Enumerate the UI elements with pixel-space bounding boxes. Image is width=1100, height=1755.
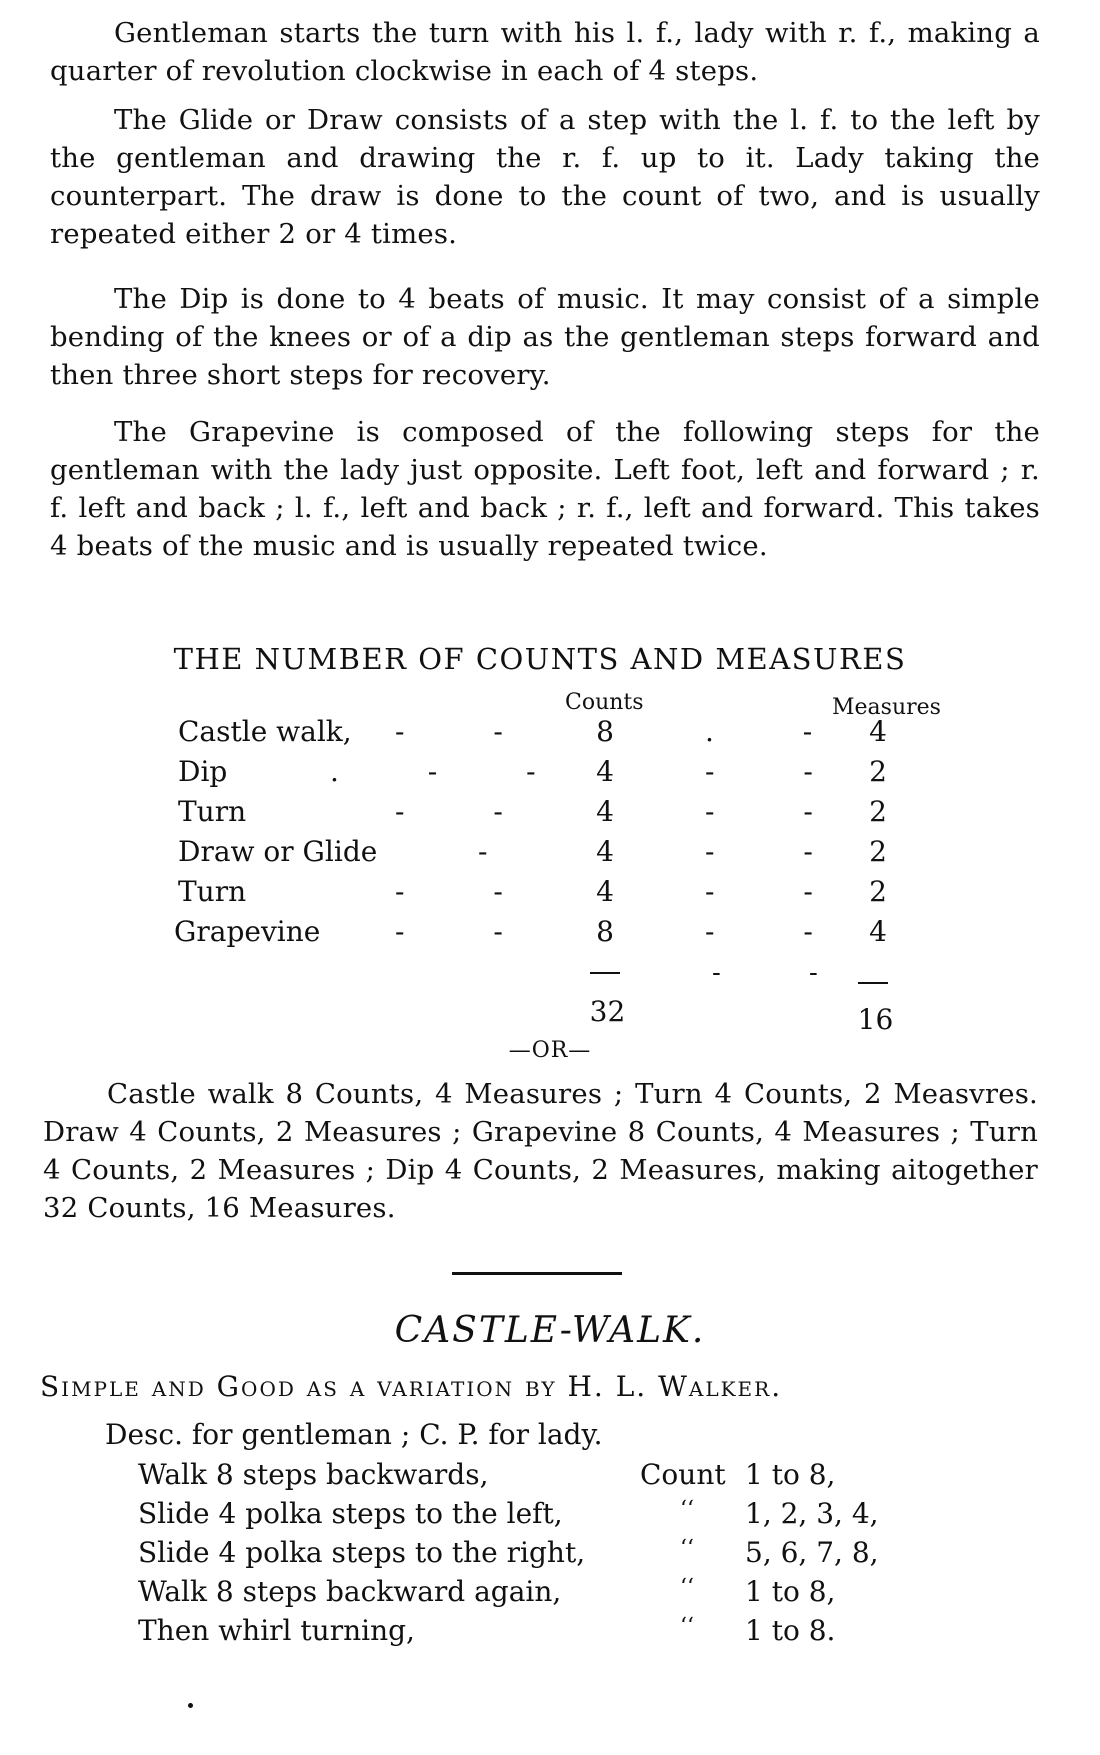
measures-value: 2	[869, 795, 887, 828]
grapevine-paragraph: The Grapevine is composed of the following steps for the gentleman with the lady just opposite. Left foot, left and forward ; r. f. left and back ; l. f., left and back ; r. f., left and forward. This takes 4 beats of the music and is usually repeated twice.	[50, 416, 1040, 562]
table-row	[0, 835, 1100, 875]
measures-value: 4	[869, 915, 887, 948]
count-value: 1 to 8.	[745, 1614, 836, 1647]
table-row	[0, 715, 1100, 755]
ditto-mark: ‘‘	[680, 1575, 694, 1600]
table-row	[0, 795, 1100, 835]
dance-name: Turn	[178, 875, 247, 908]
step-row	[0, 1497, 1100, 1537]
measures-total-rule	[858, 982, 888, 984]
step-text: Slide 4 polka steps to the left,	[138, 1497, 563, 1530]
counts-value: 8	[596, 915, 614, 948]
counts-measures-heading: THE NUMBER OF COUNTS AND MEASURES	[173, 642, 907, 676]
turn-paragraph: Gentleman starts the turn with his l. f., lady with r. f., making a quarter of revolution clockwise in each of 4 steps.	[50, 17, 1040, 87]
counts-total-rule	[590, 972, 620, 974]
dance-name: Castle walk,	[178, 715, 352, 748]
ditto-mark: ‘‘	[680, 1497, 694, 1522]
step-text: Walk 8 steps backward again,	[138, 1575, 562, 1608]
dance-name: Turn	[178, 795, 247, 828]
ditto-mark: ‘‘	[680, 1614, 694, 1639]
measures-value: 2	[869, 755, 887, 788]
leader-dots: - -	[712, 958, 858, 988]
step-row	[0, 1458, 1100, 1498]
measures-total: 16	[857, 1003, 894, 1036]
step-row	[0, 1614, 1100, 1654]
step-row	[0, 1575, 1100, 1615]
count-value: 1 to 8,	[745, 1575, 836, 1608]
table-row	[0, 755, 1100, 795]
count-value: 1 to 8,	[745, 1458, 836, 1491]
leader-dots: - -	[395, 715, 543, 748]
summary-paragraph: Castle walk 8 Counts, 4 Measures ; Turn 4 Counts, 2 Measvres. Draw 4 Counts, 2 Measures ; Grapevine 8 Counts, 4 Measures ; Turn 4 Counts, 2 Measures ; Dip 4 Counts, 2 Measures, making aitogether 32 Counts, 16 Measures.	[43, 1078, 1038, 1224]
measures-column-header: Measures	[832, 695, 941, 720]
leader-dots: - -	[705, 835, 853, 868]
leader-dots: - -	[705, 755, 853, 788]
counts-value: 4	[596, 795, 614, 828]
leader-dots: . - -	[330, 755, 576, 788]
step-text: Then whirl turning,	[138, 1614, 415, 1647]
leader-dots: . -	[705, 715, 853, 748]
measures-value: 4	[869, 715, 887, 748]
count-value: 1, 2, 3, 4,	[745, 1497, 879, 1530]
table-row	[0, 915, 1100, 955]
leader-dots: - -	[705, 795, 853, 828]
dip-paragraph: The Dip is done to 4 beats of music. It may consist of a simple bending of the knees or of a dip as the gentleman steps forward and then three short steps for recovery.	[50, 283, 1040, 391]
step-text: Slide 4 polka steps to the right,	[138, 1536, 586, 1569]
count-value: 5, 6, 7, 8,	[745, 1536, 879, 1569]
dance-name: Dip	[178, 755, 228, 788]
castle-walk-title: CASTLE-WALK.	[394, 1310, 706, 1351]
section-divider	[452, 1272, 622, 1275]
counts-value: 4	[596, 755, 614, 788]
measures-value: 2	[869, 875, 887, 908]
counts-value: 4	[596, 875, 614, 908]
leader-dots: - -	[395, 795, 543, 828]
castle-walk-subtitle: Simple and Good as a variation by H. L. Walker.	[40, 1370, 783, 1403]
ink-speck	[188, 1703, 193, 1708]
dance-name: Grapevine	[174, 915, 321, 948]
leader-dots: - -	[395, 875, 543, 908]
ditto-mark: ‘‘	[680, 1536, 694, 1561]
description-line: Desc. for gentleman ; C. P. for lady.	[105, 1418, 603, 1451]
step-row	[0, 1536, 1100, 1576]
or-separator: —OR—	[508, 1038, 592, 1063]
measures-value: 2	[869, 835, 887, 868]
leader-dots: - -	[705, 915, 853, 948]
table-row	[0, 875, 1100, 915]
counts-value: 4	[596, 835, 614, 868]
leader-dots: - -	[395, 915, 543, 948]
counts-value: 8	[596, 715, 614, 748]
step-text: Walk 8 steps backwards,	[138, 1458, 489, 1491]
leader-dots: - -	[705, 875, 853, 908]
dance-name: Draw or Glide	[178, 835, 378, 868]
counts-column-header: Counts	[565, 690, 644, 715]
leader-dots: -	[478, 835, 528, 868]
glide-paragraph: The Glide or Draw consists of a step with the l. f. to the left by the gentleman and drawing the r. f. up to it. Lady taking the counterpart. The draw is done to the count of two, and is usually repeated either 2 or 4 times.	[50, 104, 1040, 250]
counts-total: 32	[589, 995, 626, 1028]
count-label: Count	[640, 1458, 726, 1491]
